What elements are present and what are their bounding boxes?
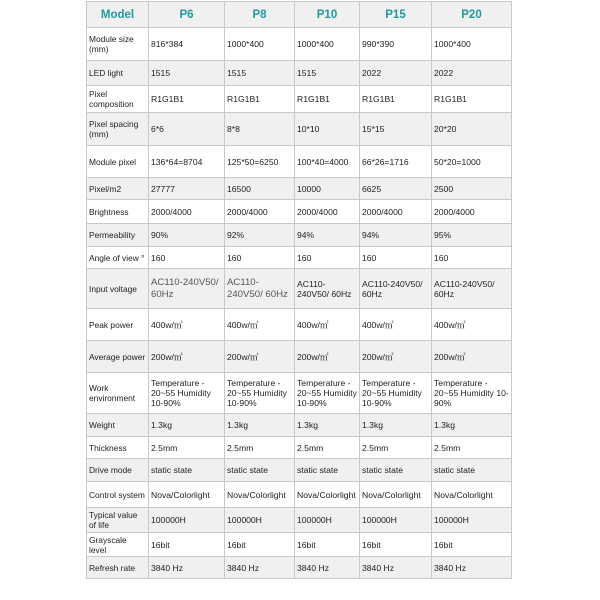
- cell-value: 16bit: [295, 533, 360, 557]
- cell-value: 400w/㎡: [360, 309, 432, 341]
- cell-value: Temperature - 20~55 Humidity 10-90%: [225, 373, 295, 414]
- table-row: [87, 200, 512, 224]
- cell-value: 2.5mm: [149, 437, 225, 459]
- cell-value: 136*64=8704: [149, 146, 225, 178]
- table-row: [87, 269, 512, 309]
- row-label: Module pixel: [87, 146, 149, 178]
- cell-value: static state: [432, 459, 512, 482]
- table-row: [87, 533, 512, 557]
- cell-value: 10*10: [295, 113, 360, 146]
- cell-value: R1G1B1: [432, 86, 512, 113]
- cell-value: Nova/Colorlight: [225, 482, 295, 508]
- cell-value: Nova/Colorlight: [149, 482, 225, 508]
- cell-value: AC110-240V50/ 60Hz: [360, 269, 432, 309]
- row-label: Brightness: [87, 200, 149, 224]
- cell-value: 16500: [225, 178, 295, 200]
- table-row: [87, 341, 512, 373]
- cell-value: 2000/4000: [225, 200, 295, 224]
- cell-value: 200w/㎡: [225, 341, 295, 373]
- header-model-p15: P15: [360, 2, 432, 28]
- cell-value: 6625: [360, 178, 432, 200]
- header-model-p20: P20: [432, 2, 512, 28]
- table-row: [87, 247, 512, 269]
- row-label: Work environment: [87, 373, 149, 414]
- cell-value: Temperature - 20~55 Humidity 10-90%: [149, 373, 225, 414]
- cell-value: 2022: [360, 61, 432, 86]
- cell-value: 1000*400: [225, 28, 295, 61]
- cell-value: 200w/㎡: [295, 341, 360, 373]
- row-label: Drive mode: [87, 459, 149, 482]
- cell-value: AC110-240V50/ 60Hz: [149, 269, 225, 309]
- row-label: Average power: [87, 341, 149, 373]
- cell-value: Temperature - 20~55 Humidity 10-90%: [295, 373, 360, 414]
- cell-value: 2022: [432, 61, 512, 86]
- cell-value: 3840 Hz: [225, 557, 295, 579]
- table-row: [87, 224, 512, 247]
- table-row: [87, 414, 512, 437]
- cell-value: 50*20=1000: [432, 146, 512, 178]
- row-label: Weight: [87, 414, 149, 437]
- row-label: Grayscale level: [87, 533, 149, 557]
- cell-value: static state: [360, 459, 432, 482]
- cell-value: 2.5mm: [432, 437, 512, 459]
- cell-value: 100000H: [432, 508, 512, 533]
- cell-value: 400w/㎡: [225, 309, 295, 341]
- table-row: [87, 146, 512, 178]
- cell-value: 16bit: [149, 533, 225, 557]
- cell-value: 2000/4000: [432, 200, 512, 224]
- cell-value: Nova/Colorlight: [432, 482, 512, 508]
- row-label: Control system: [87, 482, 149, 508]
- cell-value: 95%: [432, 224, 512, 247]
- cell-value: 200w/㎡: [149, 341, 225, 373]
- cell-value: 20*20: [432, 113, 512, 146]
- cell-value: 1515: [149, 61, 225, 86]
- cell-value: 400w/㎡: [295, 309, 360, 341]
- cell-value: 16bit: [225, 533, 295, 557]
- cell-value: 100*40=4000: [295, 146, 360, 178]
- cell-value: 1000*400: [295, 28, 360, 61]
- cell-value: static state: [225, 459, 295, 482]
- header-model-p8: P8: [225, 2, 295, 28]
- cell-value: 94%: [360, 224, 432, 247]
- cell-value: 16bit: [432, 533, 512, 557]
- row-label: LED light: [87, 61, 149, 86]
- cell-value: Temperature - 20~55 Humidity 10-90%: [360, 373, 432, 414]
- cell-value: R1G1B1: [295, 86, 360, 113]
- cell-value: 94%: [295, 224, 360, 247]
- row-label: Pixel composition: [87, 86, 149, 113]
- cell-value: 15*15: [360, 113, 432, 146]
- cell-value: 160: [225, 247, 295, 269]
- cell-value: R1G1B1: [149, 86, 225, 113]
- cell-value: 3840 Hz: [360, 557, 432, 579]
- row-label: Pixel spacing (mm): [87, 113, 149, 146]
- cell-value: 6*6: [149, 113, 225, 146]
- header-row: [87, 2, 512, 28]
- row-label: Permeability: [87, 224, 149, 247]
- cell-value: 2000/4000: [149, 200, 225, 224]
- cell-value: 2.5mm: [225, 437, 295, 459]
- table-row: [87, 28, 512, 61]
- cell-value: 8*8: [225, 113, 295, 146]
- table-row: [87, 178, 512, 200]
- table-row: [87, 373, 512, 414]
- cell-value: static state: [295, 459, 360, 482]
- cell-value: 160: [295, 247, 360, 269]
- cell-value: static state: [149, 459, 225, 482]
- cell-value: 10000: [295, 178, 360, 200]
- table-row: [87, 437, 512, 459]
- cell-value: AC110-240V50/ 60Hz: [295, 269, 360, 309]
- table-row: [87, 309, 512, 341]
- cell-value: Nova/Colorlight: [360, 482, 432, 508]
- cell-value: 3840 Hz: [149, 557, 225, 579]
- header-model-p6: P6: [149, 2, 225, 28]
- cell-value: 2500: [432, 178, 512, 200]
- table-row: [87, 61, 512, 86]
- cell-value: 200w/㎡: [432, 341, 512, 373]
- header-model-label: Model: [87, 2, 149, 28]
- cell-value: 100000H: [360, 508, 432, 533]
- row-label: Angle of view °: [87, 247, 149, 269]
- cell-value: 1.3kg: [360, 414, 432, 437]
- cell-value: 1000*400: [432, 28, 512, 61]
- cell-value: AC110-240V50/ 60Hz: [225, 269, 295, 309]
- cell-value: 2.5mm: [360, 437, 432, 459]
- cell-value: 3840 Hz: [432, 557, 512, 579]
- cell-value: 2.5mm: [295, 437, 360, 459]
- cell-value: 1515: [225, 61, 295, 86]
- cell-value: 1.3kg: [295, 414, 360, 437]
- cell-value: 1.3kg: [149, 414, 225, 437]
- cell-value: 90%: [149, 224, 225, 247]
- table-row: [87, 508, 512, 533]
- cell-value: 200w/㎡: [360, 341, 432, 373]
- cell-value: 160: [149, 247, 225, 269]
- row-label: Peak power: [87, 309, 149, 341]
- cell-value: AC110-240V50/ 60Hz: [432, 269, 512, 309]
- table-row: [87, 459, 512, 482]
- table-row: [87, 113, 512, 146]
- cell-value: 2000/4000: [360, 200, 432, 224]
- cell-value: 92%: [225, 224, 295, 247]
- cell-value: 100000H: [225, 508, 295, 533]
- cell-value: 400w/㎡: [149, 309, 225, 341]
- row-label: Typical value of life: [87, 508, 149, 533]
- cell-value: 1.3kg: [225, 414, 295, 437]
- row-label: Refresh rate: [87, 557, 149, 579]
- cell-value: 2000/4000: [295, 200, 360, 224]
- cell-value: 100000H: [295, 508, 360, 533]
- cell-value: 160: [432, 247, 512, 269]
- cell-value: 400w/㎡: [432, 309, 512, 341]
- row-label: Input voltage: [87, 269, 149, 309]
- header-model-p10: P10: [295, 2, 360, 28]
- cell-value: 66*26=1716: [360, 146, 432, 178]
- table-row: [87, 86, 512, 113]
- row-label: Thickness: [87, 437, 149, 459]
- table-row: [87, 482, 512, 508]
- cell-value: 1.3kg: [432, 414, 512, 437]
- cell-value: 3840 Hz: [295, 557, 360, 579]
- cell-value: 100000H: [149, 508, 225, 533]
- cell-value: 990*390: [360, 28, 432, 61]
- cell-value: R1G1B1: [225, 86, 295, 113]
- cell-value: Temperature - 20~55 Humidity 10-90%: [432, 373, 512, 414]
- spec-table-container: [86, 1, 511, 579]
- cell-value: R1G1B1: [360, 86, 432, 113]
- row-label: Pixel/m2: [87, 178, 149, 200]
- cell-value: 16bit: [360, 533, 432, 557]
- spec-table: [86, 1, 512, 579]
- cell-value: Nova/Colorlight: [295, 482, 360, 508]
- cell-value: 1515: [295, 61, 360, 86]
- table-row: [87, 557, 512, 579]
- cell-value: 125*50=6250: [225, 146, 295, 178]
- cell-value: 27777: [149, 178, 225, 200]
- cell-value: 160: [360, 247, 432, 269]
- cell-value: 816*384: [149, 28, 225, 61]
- row-label: Module size (mm): [87, 28, 149, 61]
